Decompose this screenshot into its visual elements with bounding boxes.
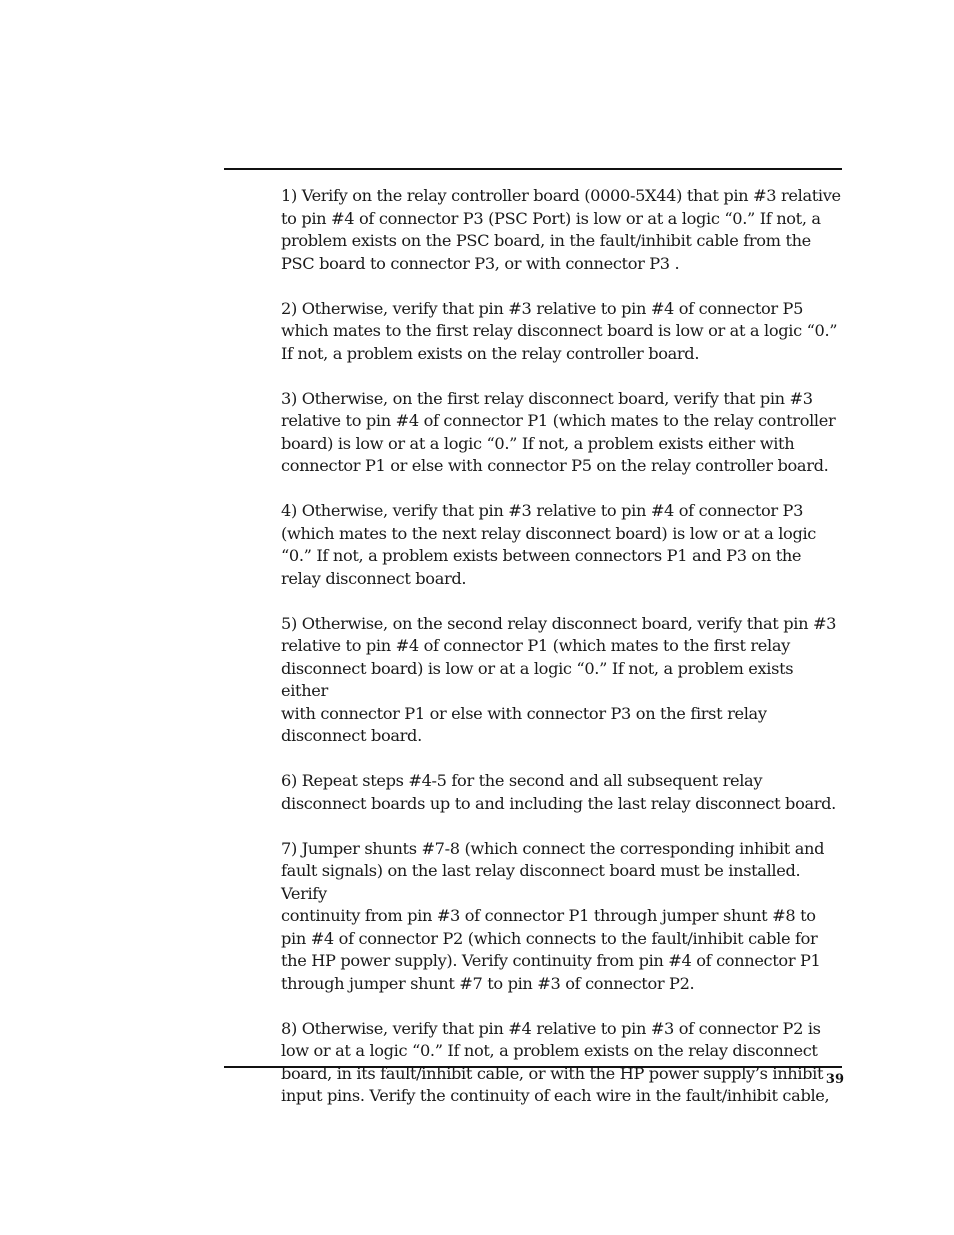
page-number: 39 [825, 1072, 844, 1087]
step-8: 8) Otherwise, verify that pin #4 relative to pin #3 of connector P2 is low or at a logic “0.” If not, a problem exists on the relay disconnect board, in its fault/inhibit cable, or with the HP power supply’s inhibit input pins. Verify the continuity of each wire in the fault/inhibit cable, [281, 1018, 830, 1105]
footer-rule [224, 1066, 842, 1068]
body-text [281, 185, 843, 1130]
step-2: 2) Otherwise, verify that pin #3 relative to pin #4 of connector P5 which mates to the first relay disconnect board is low or at a logic “0.” If not, a problem exists on the relay controller board. [281, 298, 838, 363]
step-7: 7) Jumper shunts #7-8 (which connect the corresponding inhibit and fault signals) on the last relay disconnect board must be installed. Verify continuity from pin #3 of connector P1 through jumper shunt #8 to pin #4 of connector P2 (which connects to the fault/inhibit cable for the HP power supply). Verify continuity from pin #4 of connector P1 through jumper shunt #7 to pin #3 of connector P2. [281, 838, 825, 993]
step-1: 1) Verify on the relay controller board (0000-5X44) that pin #3 relative to pin #4 of connector P3 (PSC Port) is low or at a logic “0.” If not, a problem exists on the PSC board, in the fault/inhibit cable from the PSC board to connector P3, or with connector P3 . [281, 186, 841, 273]
step-6: 6) Repeat steps #4-5 for the second and all subsequent relay disconnect boards up to and including the last relay disconnect board. [281, 771, 836, 813]
step-5: 5) Otherwise, on the second relay disconnect board, verify that pin #3 relative to pin #4 of connector P1 (which mates to the first relay disconnect board) is low or at a logic “0.” If not, a problem exists either with connector P1 or else with connector P3 on the first relay disconnect board. [281, 613, 837, 745]
step-3: 3) Otherwise, on the first relay disconnect board, verify that pin #3 relative to pin #4 of connector P1 (which mates to the relay controller board) is low or at a logic “0.” If not, a problem exists either with connector P1 or else with connector P5 on the relay controller board. [281, 388, 836, 475]
header-rule [224, 168, 842, 170]
step-4: 4) Otherwise, verify that pin #3 relative to pin #4 of connector P3 (which mates to the next relay disconnect board) is low or at a logic “0.” If not, a problem exists between connectors P1 and P3 on the relay disconnect board. [281, 501, 817, 588]
